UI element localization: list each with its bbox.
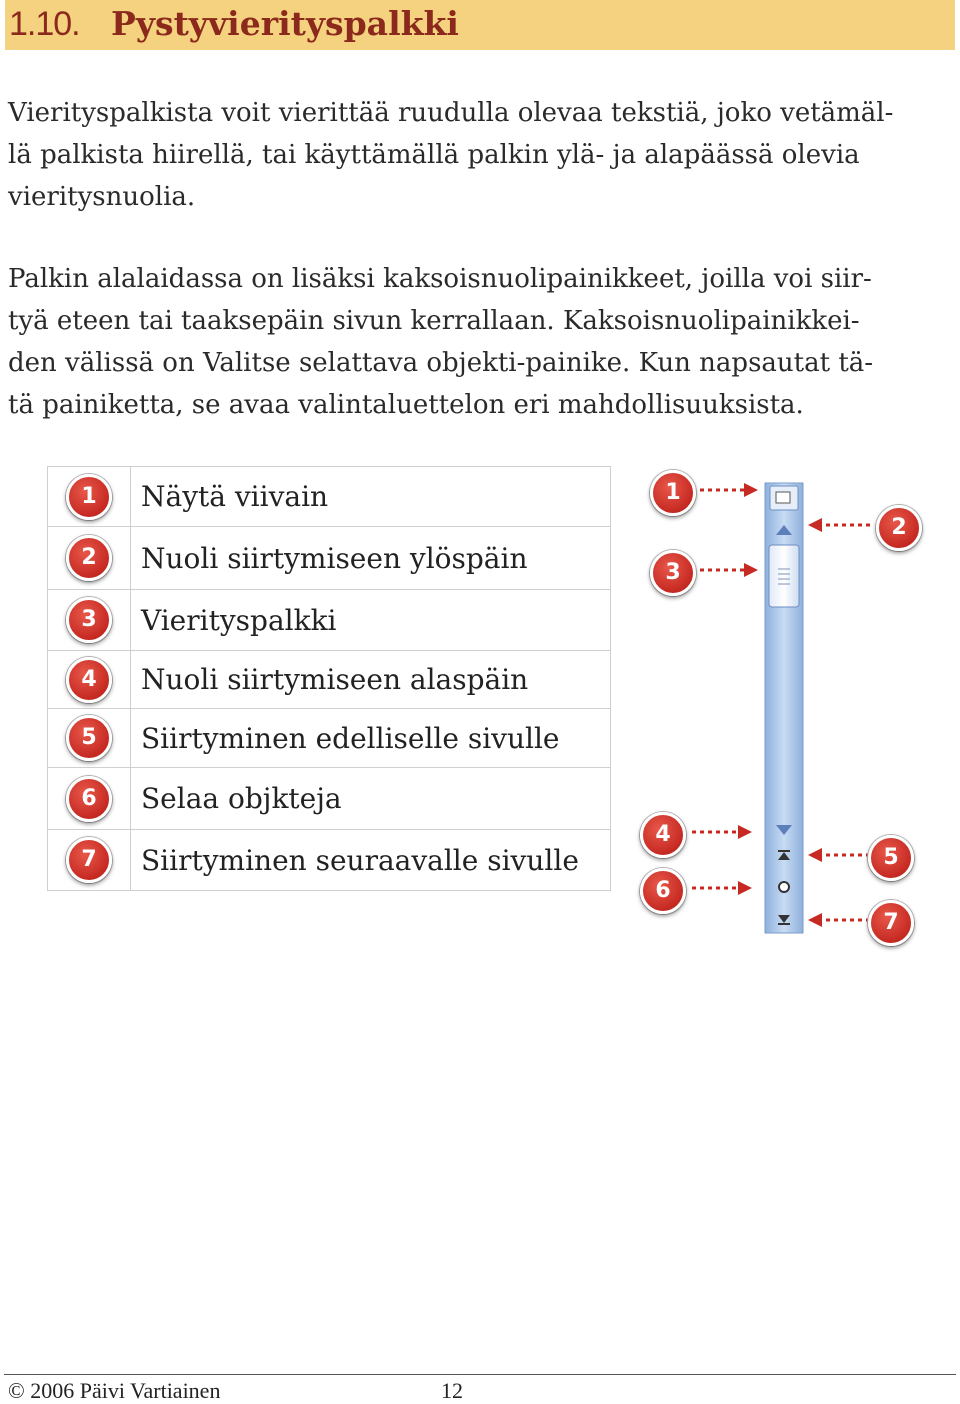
number-badge: 4 — [66, 657, 112, 703]
scrollbar-illustration — [630, 465, 950, 955]
ruler-icon — [776, 492, 790, 503]
number-badge: 5 — [66, 715, 112, 761]
section-number: 1.10. — [9, 5, 80, 43]
text-line: vieritysnuolia. — [8, 182, 196, 212]
text-line: Vierityspalkista voit vierittää ruudulla olevaa tekstiä, joko vetämäl- — [8, 98, 894, 128]
arrow-head — [744, 483, 758, 497]
intro-paragraph — [8, 92, 948, 218]
callout-badge: 6 — [640, 868, 686, 914]
section-title: Pystyvierityspalkki — [111, 4, 459, 43]
legend-label: Selaa objkteja — [131, 768, 611, 830]
legend-row — [48, 590, 611, 651]
number-badge: 6 — [66, 776, 112, 822]
legend-label: Näytä viivain — [131, 467, 611, 527]
page-number: 12 — [441, 1378, 463, 1403]
legend-row — [48, 709, 611, 768]
section-heading — [5, 0, 955, 50]
number-badge: 2 — [66, 535, 112, 581]
arrow-head — [744, 563, 758, 577]
number-badge: 3 — [66, 597, 112, 643]
legend-row — [48, 768, 611, 830]
footer-copyright: © 2006 Päivi Vartiainen — [8, 1378, 221, 1403]
scrollbar-thumb — [769, 545, 799, 607]
legend-row — [48, 527, 611, 590]
callout-badge: 2 — [876, 505, 922, 551]
callout-badge: 5 — [868, 835, 914, 881]
footer-divider — [4, 1374, 956, 1375]
detail-paragraph — [8, 258, 948, 426]
text-line: lä palkista hiirellä, tai käyttämällä palkin ylä- ja alapäässä olevia — [8, 140, 860, 170]
legend-row — [48, 830, 611, 891]
legend-table — [47, 466, 611, 891]
arrow-head — [738, 825, 752, 839]
text-line: den välissä on Valitse selattava objekti-painike. Kun napsautat tä- — [8, 348, 874, 378]
callout-badge: 1 — [650, 470, 696, 516]
callout-badge: 7 — [868, 900, 914, 946]
legend-label: Vierityspalkki — [131, 590, 611, 651]
legend-label: Siirtyminen edelliselle sivulle — [131, 709, 611, 768]
legend-label: Siirtyminen seuraavalle sivulle — [131, 830, 611, 891]
legend-label: Nuoli siirtymiseen ylöspäin — [131, 527, 611, 590]
legend-row — [48, 467, 611, 527]
callout-badge: 4 — [640, 812, 686, 858]
text-line: tä painiketta, se avaa valintaluettelon eri mahdollisuuksista. — [8, 390, 804, 420]
arrow-head — [808, 848, 822, 862]
number-badge: 1 — [66, 474, 112, 520]
legend-label: Nuoli siirtymiseen alaspäin — [131, 651, 611, 709]
arrow-head — [808, 913, 822, 927]
number-badge: 7 — [66, 837, 112, 883]
text-line: Palkin alalaidassa on lisäksi kaksoisnuolipainikkeet, joilla voi siir- — [8, 264, 872, 294]
arrow-head — [808, 518, 822, 532]
text-line: tyä eteen tai taaksepäin sivun kerrallaan. Kaksoisnuolipainikkei- — [8, 306, 860, 336]
callout-badge: 3 — [650, 550, 696, 596]
legend-row — [48, 651, 611, 709]
browse-object-icon — [779, 882, 789, 892]
arrow-head — [738, 881, 752, 895]
